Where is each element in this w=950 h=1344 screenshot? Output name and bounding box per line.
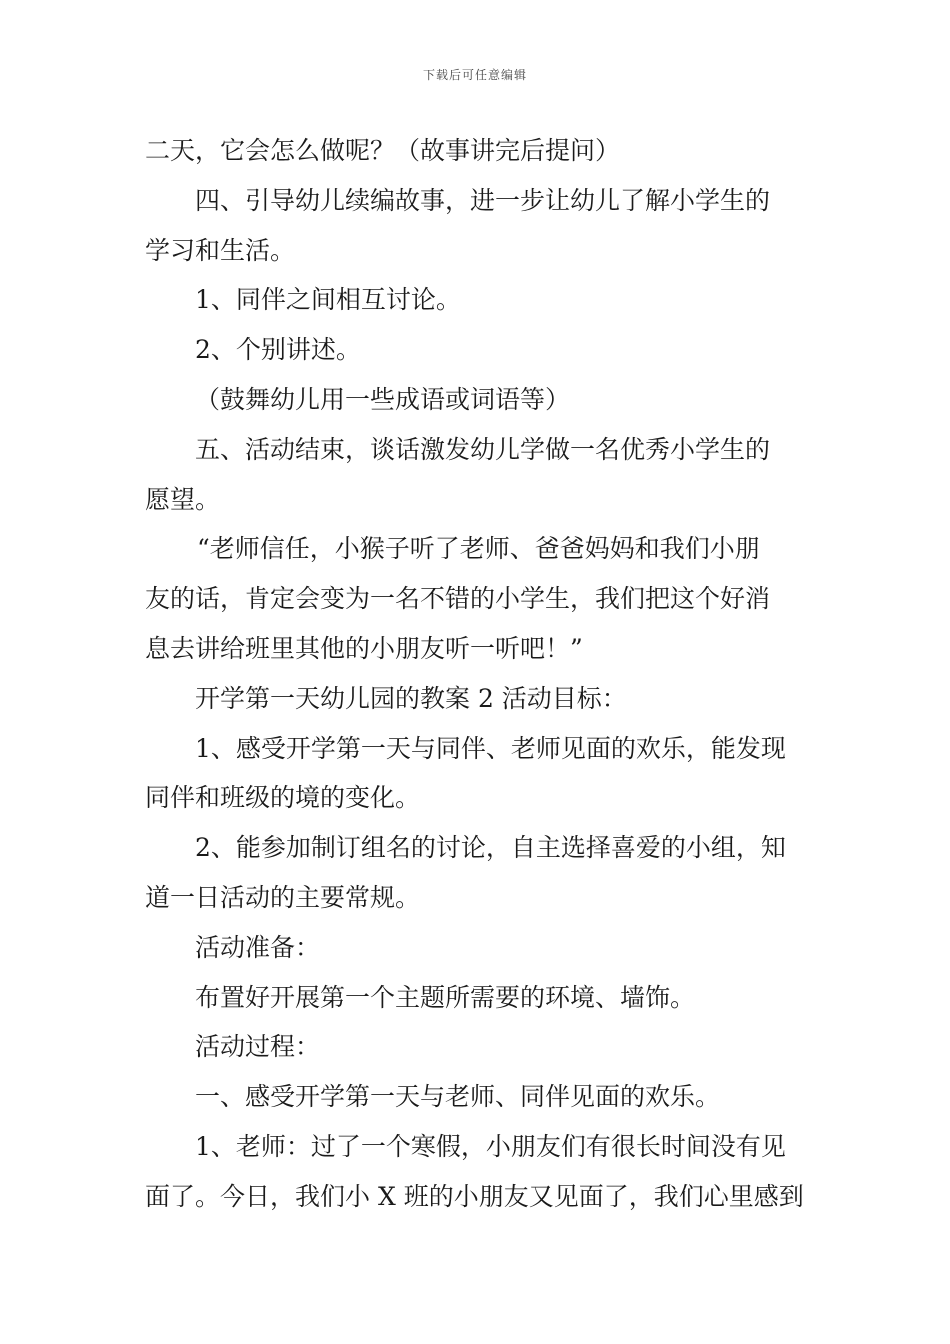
text-line: 同伴和班级的境的变化。 (145, 783, 421, 813)
text-line: 活动过程： (195, 1032, 321, 1062)
text-line: 四、引导幼儿续编故事，进一步让幼儿了解小学生的 (195, 185, 771, 215)
text-line: 二天，它会怎么做呢？（故事讲完后提问） (145, 136, 621, 165)
text-line: 2、能参加制订组名的讨论，自主选择喜爱的小组，知 (195, 833, 786, 863)
text-line: 一、感受开学第一天与老师、同伴见面的欢乐。 (195, 1082, 721, 1112)
text-line: 开学第一天幼儿园的教案 2 活动目标： (195, 683, 627, 713)
document-body (145, 126, 810, 1222)
text-line: 五、活动结束，谈话激发幼儿学做一名优秀小学生的 (195, 434, 771, 464)
text-line: “老师信任，小猴子听了老师、爸爸妈妈和我们小朋 (197, 534, 760, 564)
text-line: 1、感受开学第一天与同伴、老师见面的欢乐，能发现 (195, 733, 786, 763)
text-line: 布置好开展第一个主题所需要的环境、墙饰。 (195, 982, 696, 1012)
page-header: 下载后可任意编辑 (422, 68, 527, 82)
text-line: （鼓舞幼儿用一些成语或词语等） (195, 384, 571, 414)
text-line: 1、老师：过了一个寒假，小朋友们有很长时间没有见 (195, 1131, 786, 1161)
text-line: 息去讲给班里其他的小朋友听一听吧！” (145, 633, 583, 663)
text-line: 1、同伴之间相互讨论。 (195, 285, 461, 315)
text-line: 活动准备： (195, 932, 321, 962)
text-line: 愿望。 (145, 484, 221, 514)
text-line: 面了。今日，我们小 X 班的小朋友又见面了，我们心里感到 (145, 1181, 804, 1211)
text-line: 学习和生活。 (145, 235, 296, 265)
text-line: 道一日活动的主要常规。 (145, 882, 421, 912)
text-line: 友的话，肯定会变为一名不错的小学生，我们把这个好消 (145, 584, 771, 614)
text-line: 2、个别讲述。 (195, 335, 361, 365)
